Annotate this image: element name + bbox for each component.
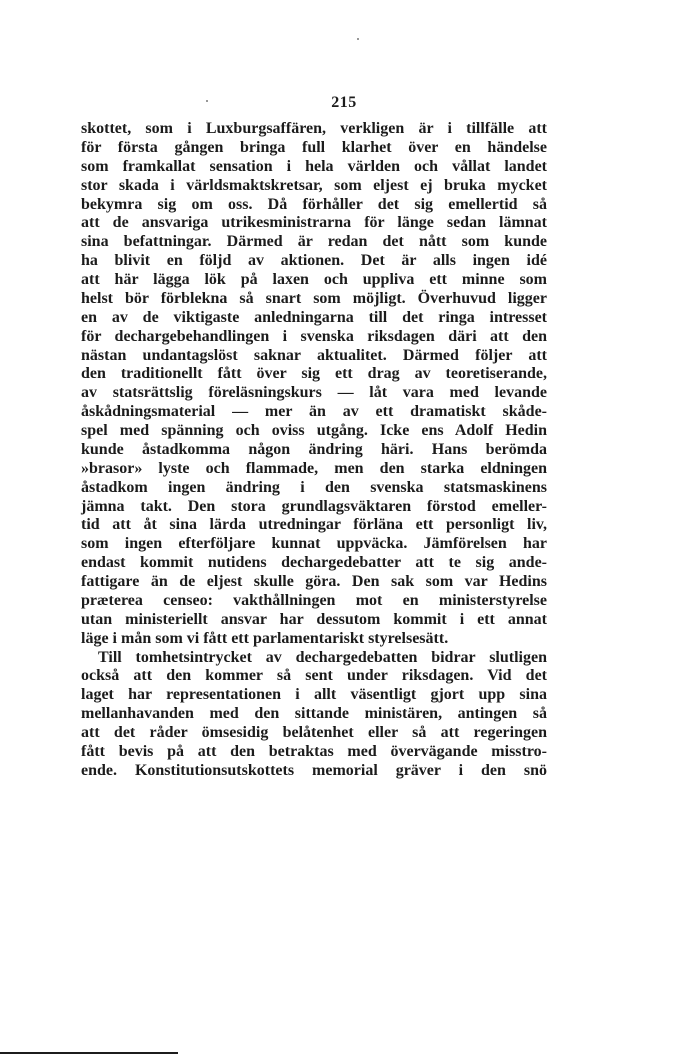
- text-line: skottet, som i Luxburgsaffären, verkligen är i tillfälle att: [81, 120, 547, 137]
- text-line: laget har representationen i allt väsentligt gjort upp sina: [81, 686, 547, 704]
- text-line: jämna takt. Den stora grundlagsväktaren förstod emeller-: [81, 497, 547, 515]
- text-line: fått bevis på att den betraktas med övervägande misstro-: [81, 742, 547, 760]
- text-line: sina befattningar. Därmed är redan det nått som kunde: [81, 233, 547, 251]
- paragraph-end-line: läge i mån som vi fått ett parlamentariskt styrelsesätt.: [81, 629, 449, 647]
- paper-speck: [357, 38, 359, 40]
- text-line: spel med spänning och oviss utgång. Icke ens Adolf Hedin: [81, 422, 547, 439]
- text-line: endast kommit nutidens dechargedebatter att te sig ande-: [81, 554, 547, 572]
- text-line: fattigare än de eljest skulle göra. Den sak som var Hedins: [81, 573, 547, 590]
- text-line: för dechargebehandlingen i svenska riksdagen däri att den: [81, 327, 547, 345]
- text-line: stor skada i världsmaktskretsar, som eljest ej bruka mycket: [81, 176, 547, 194]
- text-line: att här lägga lök på laxen och uppliva ett minne som: [81, 271, 547, 288]
- text-line: præterea censeo: vakthållningen mot en ministerstyrelse: [81, 591, 547, 609]
- text-line: ende. Konstitutionsutskottets memorial gräver i den snö: [81, 761, 547, 779]
- text-line: tid att åt sina lärda utredningar förläna ett personligt liv,: [81, 516, 547, 534]
- text-line: åskådningsmaterial — mer än av ett dramatiskt skåde-: [81, 403, 547, 421]
- page-number: 215: [331, 94, 357, 111]
- text-line: som framkallat sensation i hela världen och vållat landet: [81, 157, 547, 175]
- text-line: mellanhavanden med den sittande ministären, antingen så: [81, 705, 547, 723]
- text-line: ha blivit en följd av aktionen. Det är alls ingen idé: [81, 252, 547, 270]
- paragraph-start-line: Till tomhetsintrycket av dechargedebatten bidrar slutligen: [98, 648, 547, 666]
- text-line: kunde åstadkomma någon ändring häri. Hans berömda: [81, 440, 547, 458]
- text-line: bekymra sig om oss. Då förhåller det sig emellertid så: [81, 195, 547, 213]
- scan-edge-line: [0, 1052, 178, 1054]
- text-line: den traditionellt fått över sig ett drag av teoretiserande,: [81, 365, 547, 383]
- text-line: en av de viktigaste anledningarna till det ringa intresset: [81, 308, 547, 326]
- text-line: att de ansvariga utrikesministrarna för länge sedan lämnat: [81, 214, 547, 232]
- text-line: nästan undantagslöst saknar aktualitet. Därmed följer att: [81, 346, 547, 364]
- text-line: också att den kommer så sent under riksdagen. Vid det: [81, 667, 547, 685]
- text-line: för första gången bringa full klarhet över en händelse: [81, 138, 547, 156]
- text-line: att det råder ömsesidig belåtenhet eller så att regeringen: [81, 724, 547, 741]
- text-line: helst bör förblekna så snart som möjligt. Överhuvud ligger: [81, 289, 547, 307]
- text-line: som ingen efterföljare kunnat uppväcka. Jämförelsen har: [81, 535, 547, 553]
- text-line: åstadkom ingen ändring i den svenska statsmaskinens: [81, 478, 547, 496]
- text-line: av statsrättslig föreläsningskurs — låt vara med levande: [81, 384, 547, 402]
- body-text: [81, 120, 547, 781]
- text-line: utan ministeriellt ansvar har dessutom kommit i ett annat: [81, 610, 547, 628]
- text-line: »brasor» lyste och flammade, men den starka eldningen: [81, 459, 547, 477]
